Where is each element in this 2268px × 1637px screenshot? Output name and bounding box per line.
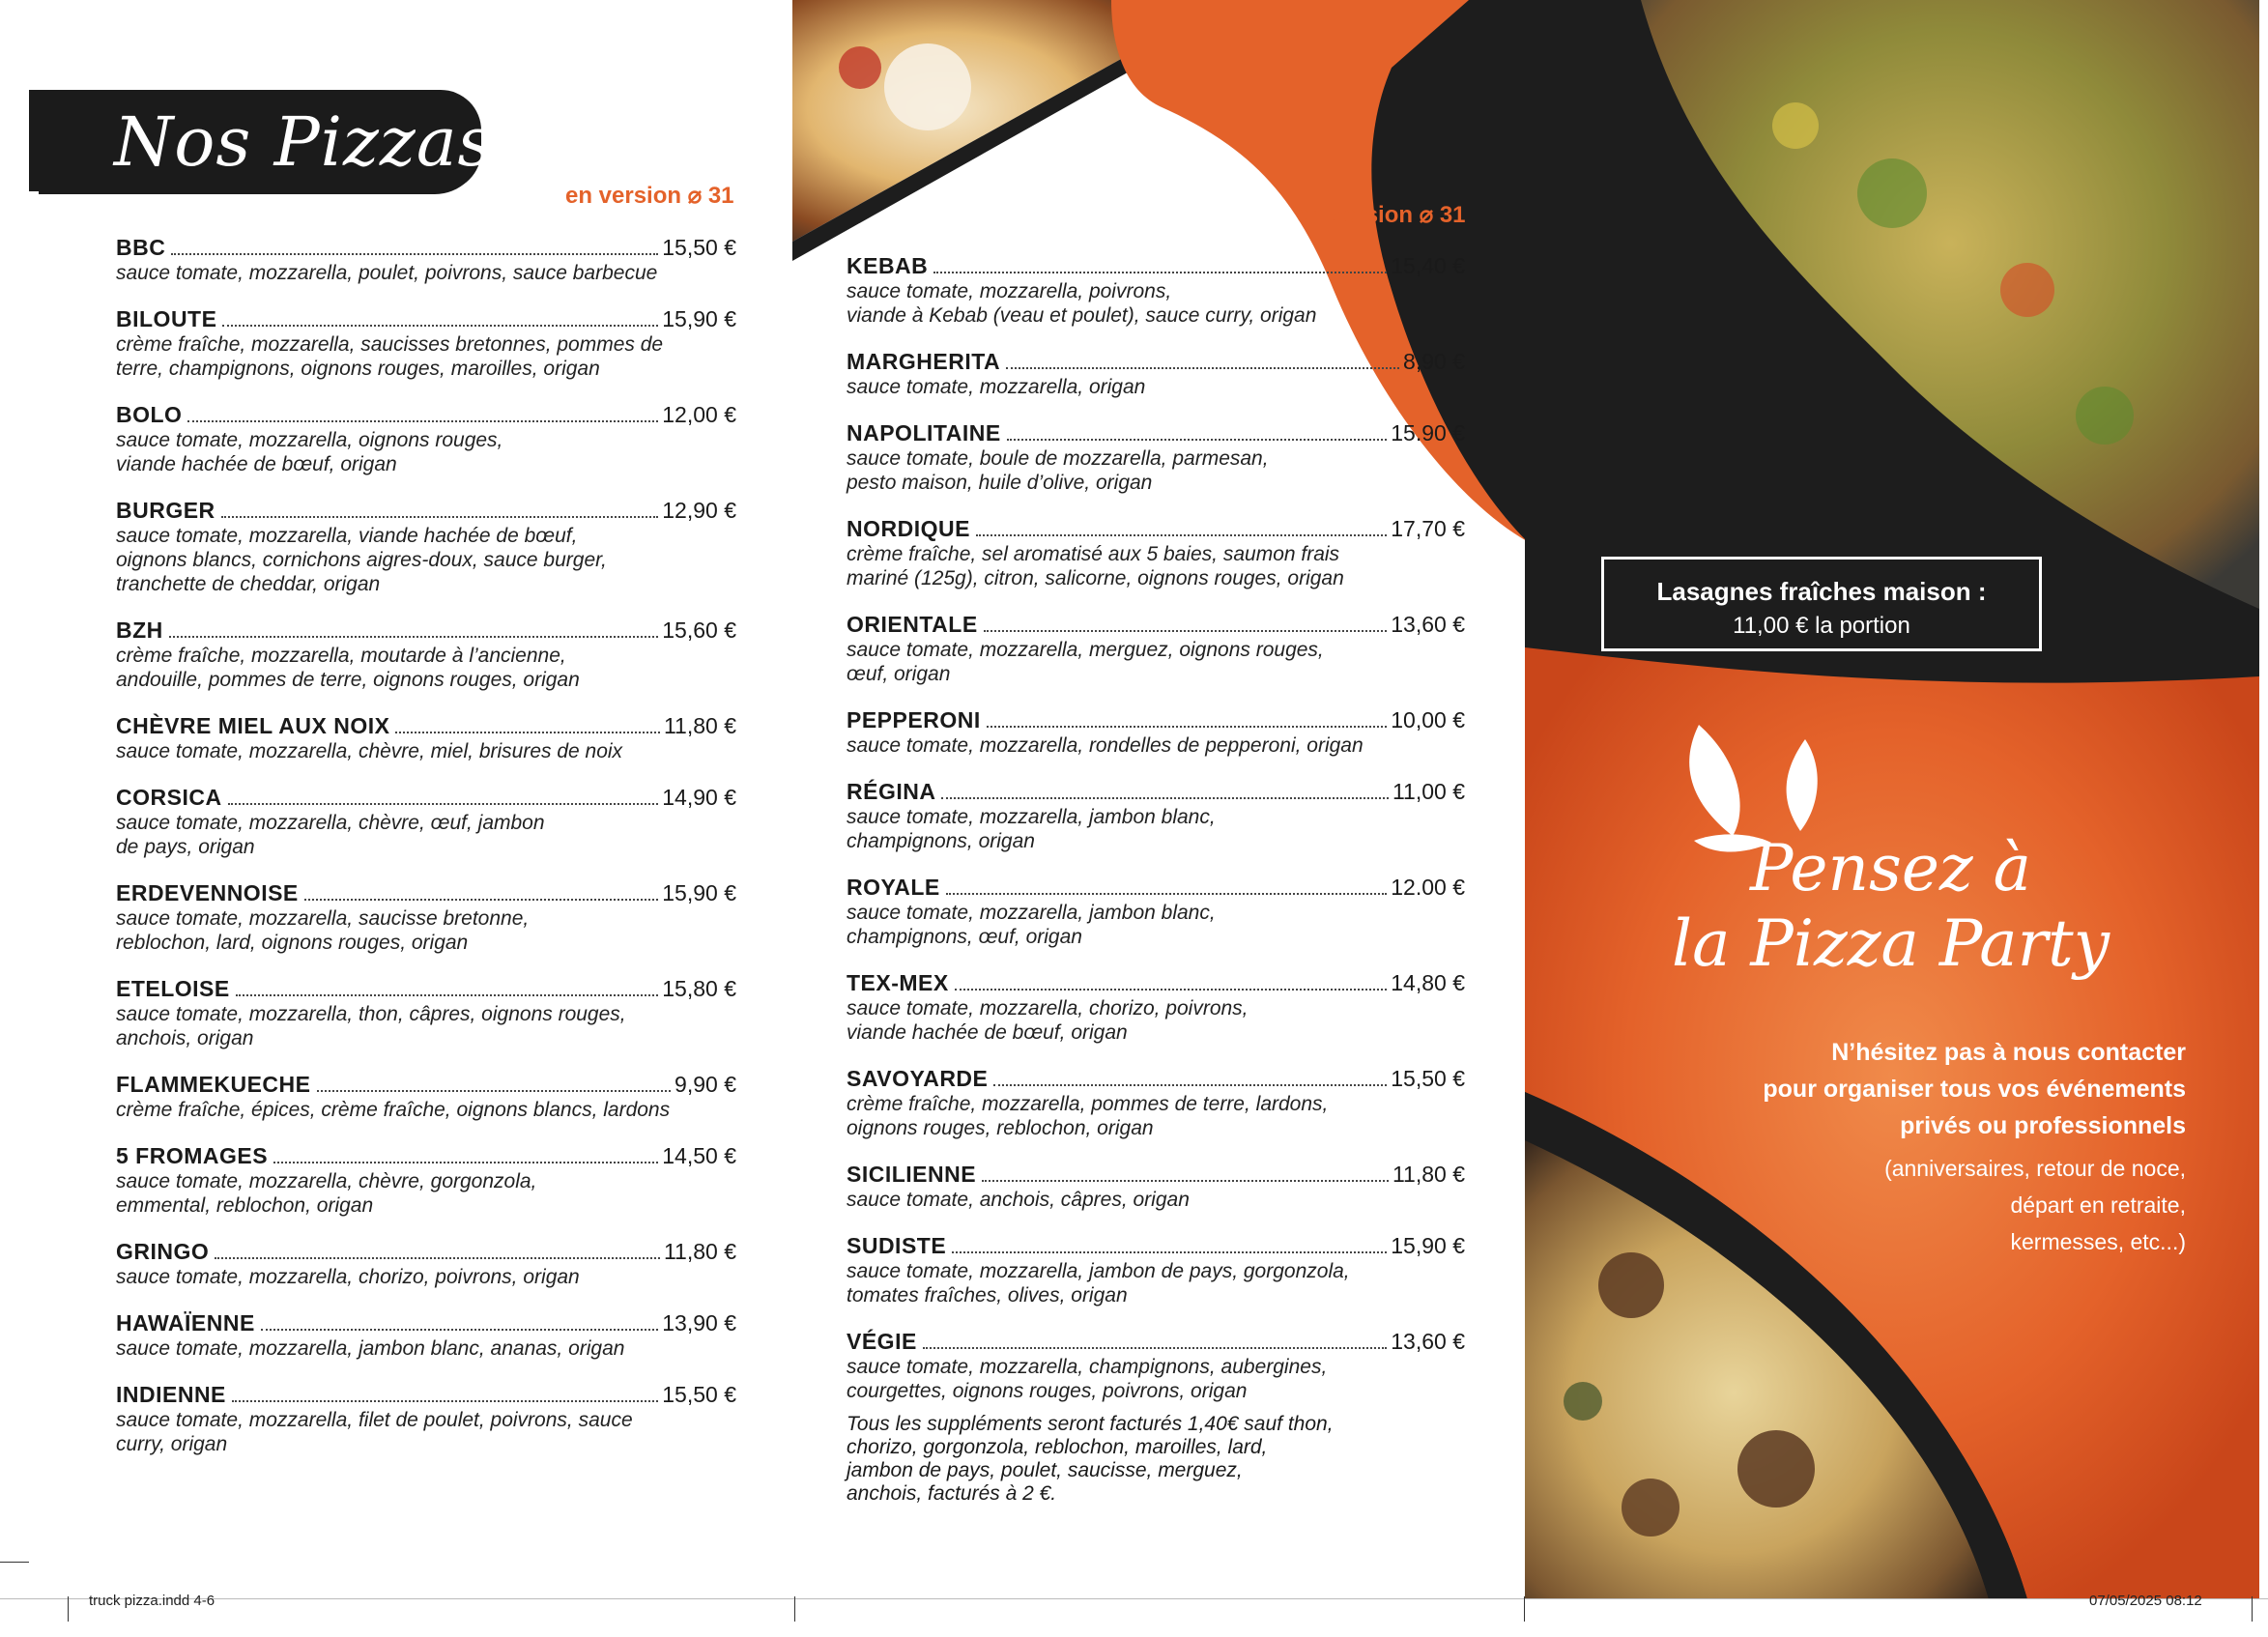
pizza-header (116, 617, 736, 644)
pizza-item (116, 1072, 736, 1122)
dot-leader (1007, 439, 1388, 441)
pizza-ingredients: crème fraîche, mozzarella, pommes de terre, lardons, oignons rouges, reblochon, origan (847, 1093, 1329, 1139)
dot-leader (232, 1400, 658, 1402)
pizza-price: 14,50 € (662, 1143, 736, 1168)
pizza-item (116, 976, 736, 1050)
dot-leader (946, 893, 1388, 895)
pizza-ingredients: sauce tomate, boule de mozzarella, parmesan, pesto maison, huile d’olive, origan (847, 447, 1269, 494)
crop-mark (794, 1596, 795, 1622)
pizza-price: 15,40 € (1391, 253, 1465, 278)
pizza-name: SUDISTE (847, 1233, 947, 1258)
dot-leader (941, 797, 1389, 799)
pizza-party-title-line2: la Pizza Party (1672, 906, 2110, 981)
pizza-price: 15,90 € (1391, 1233, 1465, 1258)
pizza-ingredients: crème fraîche, mozzarella, saucisses bretonnes, pommes de terre, champignons, oignons rouges, maroilles, origan (116, 333, 664, 380)
pizza-name: HAWAÏENNE (116, 1310, 255, 1335)
version-label-left: en version ⌀ 31 (565, 183, 734, 209)
pizza-header (847, 420, 1465, 446)
pizza-party-title-line1: Pensez à (1749, 831, 2032, 905)
pizza-header (847, 970, 1465, 996)
pizza-item (847, 420, 1465, 495)
dot-leader (222, 325, 658, 327)
pizza-header (847, 612, 1465, 638)
pizza-name: VÉGIE (847, 1329, 917, 1354)
pizza-price: 12,90 € (662, 498, 736, 523)
pizza-header (847, 779, 1465, 805)
pizza-name: CHÈVRE MIEL AUX NOIX (116, 713, 390, 738)
pizza-header (116, 1382, 736, 1408)
pizza-price: 15,90 € (662, 880, 736, 905)
pizza-header (847, 1066, 1465, 1092)
pizza-price: 15,50 € (1391, 1066, 1465, 1091)
pizza-ingredients: sauce tomate, mozzarella, jambon blanc, ananas, origan (116, 1337, 625, 1360)
pizza-price: 15,50 € (662, 1382, 736, 1407)
page-edge-line (0, 1598, 2268, 1599)
pizza-ingredients: sauce tomate, mozzarella, jambon blanc, champignons, œuf, origan (847, 902, 1216, 948)
pizza-item (116, 1310, 736, 1361)
pizza-item (116, 306, 736, 381)
pizza-price: 12,00 € (662, 402, 736, 427)
pizza-ingredients: sauce tomate, mozzarella, poulet, poivrons, sauce barbecue (116, 262, 658, 284)
pizza-item (116, 235, 736, 285)
pizza-name: BBC (116, 235, 166, 260)
pizza-name: NORDIQUE (847, 516, 970, 541)
dot-leader (955, 989, 1388, 991)
pizza-ingredients: sauce tomate, mozzarella, chèvre, gorgonzola, emmental, reblochon, origan (116, 1170, 537, 1217)
pizza-ingredients: sauce tomate, mozzarella, oignons rouges, viande hachée de bœuf, origan (116, 429, 503, 475)
pizza-header (847, 516, 1465, 542)
pizza-price: 15,90 € (662, 306, 736, 331)
pizza-price: 11,80 € (663, 713, 736, 738)
left-pizza-list (116, 235, 736, 1478)
dot-leader (304, 899, 658, 901)
pizza-price: 15,80 € (662, 976, 736, 1001)
pizza-price: 17,70 € (1391, 516, 1465, 541)
pizza-item (847, 253, 1465, 328)
pizza-item (116, 617, 736, 692)
pizza-price: 14,90 € (662, 785, 736, 810)
pizza-item (847, 875, 1465, 949)
dot-leader (952, 1251, 1387, 1253)
pizza-price: 10,00 € (1391, 707, 1465, 732)
pizza-item (847, 516, 1465, 590)
pizza-name: CORSICA (116, 785, 222, 810)
pizza-party-examples: (anniversaires, retour de noce, départ en retraite, kermesses, etc...) (1884, 1156, 2186, 1254)
pizza-name: MARGHERITA (847, 349, 1001, 374)
dot-leader (976, 534, 1387, 536)
pizza-header (847, 349, 1465, 375)
pizza-price: 11,80 € (1392, 1162, 1465, 1187)
pizza-header (116, 713, 736, 739)
pizza-item (116, 498, 736, 596)
dot-leader (273, 1162, 658, 1163)
pizza-header (116, 498, 736, 524)
dot-leader (215, 1257, 660, 1259)
pizza-ingredients: sauce tomate, mozzarella, chorizo, poivrons, viande hachée de bœuf, origan (847, 997, 1249, 1044)
pizza-ingredients: sauce tomate, mozzarella, saucisse bretonne, reblochon, lard, oignons rouges, origan (116, 907, 530, 954)
dot-leader (221, 516, 659, 518)
page-title: Nos Pizzas (114, 102, 494, 182)
kebab-pizza-photo (1641, 0, 2259, 609)
pizza-name: BOLO (116, 402, 183, 427)
pizza-ingredients: sauce tomate, mozzarella, viande hachée de bœuf, oignons blancs, cornichons aigres-doux, sauce burger, tranchette de cheddar, origan (116, 525, 607, 595)
pizza-name: SAVOYARDE (847, 1066, 989, 1091)
pizza-header (116, 1239, 736, 1265)
pizza-ingredients: crème fraîche, épices, crème fraîche, oignons blancs, lardons (116, 1099, 671, 1121)
dot-leader (171, 253, 658, 255)
pizza-ingredients: sauce tomate, mozzarella, poivrons, viande à Kebab (veau et poulet), sauce curry, origan (847, 280, 1317, 327)
pizza-name: BURGER (116, 498, 215, 523)
pizza-ingredients: sauce tomate, mozzarella, chèvre, œuf, jambon de pays, origan (116, 812, 545, 858)
right-panel-art (1525, 0, 2259, 1599)
dot-leader (187, 420, 658, 422)
pizza-header (116, 880, 736, 906)
pizza-header (847, 1162, 1465, 1188)
pizza-header (847, 253, 1465, 279)
pizza-header (847, 875, 1465, 901)
pizza-name: ERDEVENNOISE (116, 880, 299, 905)
pizza-header (116, 976, 736, 1002)
pizza-item (847, 779, 1465, 853)
pizza-price: 9,90 € (675, 1072, 736, 1097)
pizza-name: GRINGO (116, 1239, 210, 1264)
pizza-item (847, 612, 1465, 686)
dot-leader (169, 636, 658, 638)
pizza-price: 15.90 € (1391, 420, 1465, 445)
pizza-party-title (1672, 831, 2110, 982)
pizza-name: ROYALE (847, 875, 940, 900)
dot-leader (923, 1347, 1387, 1349)
pizza-party-text: N’hésitez pas à nous contacter pour organiser tous vos événements privés ou professionnels (1763, 1039, 2186, 1139)
crop-mark (1524, 1596, 1525, 1622)
pizza-ingredients: sauce tomate, mozzarella, thon, câpres, oignons rouges, anchois, origan (116, 1003, 626, 1049)
pizza-header (116, 1143, 736, 1169)
pizza-item (116, 880, 736, 955)
pizza-ingredients: sauce tomate, mozzarella, jambon blanc, champignons, origan (847, 806, 1216, 852)
crop-mark (68, 1596, 69, 1622)
dot-leader (228, 803, 659, 805)
pizza-price: 11,00 € (1392, 779, 1465, 804)
pizza-item (116, 1239, 736, 1289)
pizza-name: ETELOISE (116, 976, 230, 1001)
pizza-item (116, 402, 736, 476)
pizza-item (847, 349, 1465, 399)
pizza-header (116, 785, 736, 811)
middle-pizza-list (847, 253, 1465, 1424)
dot-leader (236, 994, 659, 996)
lasagne-title: Lasagnes fraîches maison : (1656, 577, 1987, 606)
pizza-name: TEX-MEX (847, 970, 949, 995)
dot-leader (261, 1329, 658, 1331)
dot-leader (987, 726, 1388, 728)
dot-leader (993, 1084, 1387, 1086)
lasagne-box (1601, 557, 2042, 651)
pizza-item (847, 1233, 1465, 1307)
dot-leader (982, 1180, 1389, 1182)
pizza-ingredients: sauce tomate, mozzarella, filet de poulet, poivrons, sauce curry, origan (116, 1409, 633, 1455)
pizza-item (116, 713, 736, 763)
pizza-ingredients: crème fraîche, sel aromatisé aux 5 baies, saumon frais mariné (125g), citron, salicorne, oignons rouges, origan (847, 543, 1344, 589)
dot-leader (984, 630, 1388, 632)
pizza-price: 11,80 € (663, 1239, 736, 1264)
pizza-item (847, 707, 1465, 758)
pizza-header (116, 235, 736, 261)
pizza-item (847, 1329, 1465, 1403)
lasagne-price: 11,00 € la portion (1733, 613, 1910, 639)
pizza-ingredients: sauce tomate, anchois, câpres, origan (847, 1189, 1190, 1211)
pizza-header (116, 306, 736, 332)
pizza-header (116, 1072, 736, 1098)
pizza-price: 13,90 € (662, 1310, 736, 1335)
pizza-name: RÉGINA (847, 779, 936, 804)
pizza-name: BZH (116, 617, 163, 643)
pizza-ingredients: sauce tomate, mozzarella, champignons, aubergines, courgettes, oignons rouges, poivrons, origan (847, 1356, 1328, 1402)
pizza-ingredients: crème fraîche, mozzarella, moutarde à l’ancienne, andouille, pommes de terre, oignons rouges, origan (116, 645, 580, 691)
supplement-note: Tous les suppléments seront facturés 1,40€ sauf thon, chorizo, gorgonzola, reblochon, maroilles, lard, jambon de pays, poulet, saucisse, merguez, anchois, facturés à 2 €. (847, 1413, 1334, 1505)
pizza-name: NAPOLITAINE (847, 420, 1001, 445)
pizza-name: ORIENTALE (847, 612, 978, 637)
dot-leader (395, 732, 659, 733)
pizza-ingredients: sauce tomate, mozzarella, chèvre, miel, brisures de noix (116, 740, 623, 762)
footer-file-info: truck pizza.indd 4-6 (89, 1593, 215, 1609)
pizza-name: SICILIENNE (847, 1162, 977, 1187)
dot-leader (1006, 367, 1399, 369)
pizza-price: 15,60 € (662, 617, 736, 643)
pizza-ingredients: sauce tomate, mozzarella, jambon de pays, gorgonzola, tomates fraîches, olives, origan (847, 1260, 1350, 1307)
crop-mark (0, 1562, 29, 1563)
pizza-name: KEBAB (847, 253, 929, 278)
pizza-item (116, 1382, 736, 1456)
pizza-item (847, 970, 1465, 1045)
pizza-header (116, 1310, 736, 1336)
right-panel (1525, 0, 2259, 1599)
version-label-middle: en version ⌀ 31 (1297, 202, 1466, 228)
pizza-ingredients: sauce tomate, mozzarella, rondelles de pepperoni, origan (847, 734, 1364, 757)
pizza-name: BILOUTE (116, 306, 217, 331)
pizza-name: FLAMMEKUECHE (116, 1072, 311, 1097)
pizza-ingredients: sauce tomate, mozzarella, origan (847, 376, 1146, 398)
pizza-item (116, 1143, 736, 1218)
pizza-header (847, 1329, 1465, 1355)
pizza-price: 14,80 € (1391, 970, 1465, 995)
pizza-item (116, 785, 736, 859)
dot-leader (933, 272, 1387, 273)
pizza-name: 5 FROMAGES (116, 1143, 269, 1168)
pizza-price: 12.00 € (1391, 875, 1465, 900)
pizza-item (847, 1066, 1465, 1140)
pizza-ingredients: sauce tomate, mozzarella, chorizo, poivrons, origan (116, 1266, 580, 1288)
pizza-name: PEPPERONI (847, 707, 981, 732)
pizza-header (116, 402, 736, 428)
pizza-price: 8,90 € (1403, 349, 1465, 374)
dot-leader (317, 1090, 672, 1092)
footer-date: 07/05/2025 08:12 (2089, 1593, 2202, 1609)
pizza-header (847, 707, 1465, 733)
pizza-name: INDIENNE (116, 1382, 226, 1407)
pizza-header (847, 1233, 1465, 1259)
pizza-ingredients: sauce tomate, mozzarella, merguez, oignons rouges, œuf, origan (847, 639, 1324, 685)
pizza-price: 15,50 € (662, 235, 736, 260)
pizza-price: 13,60 € (1391, 612, 1465, 637)
pizza-price: 13,60 € (1391, 1329, 1465, 1354)
crop-mark (2252, 1596, 2253, 1622)
pizza-item (847, 1162, 1465, 1212)
